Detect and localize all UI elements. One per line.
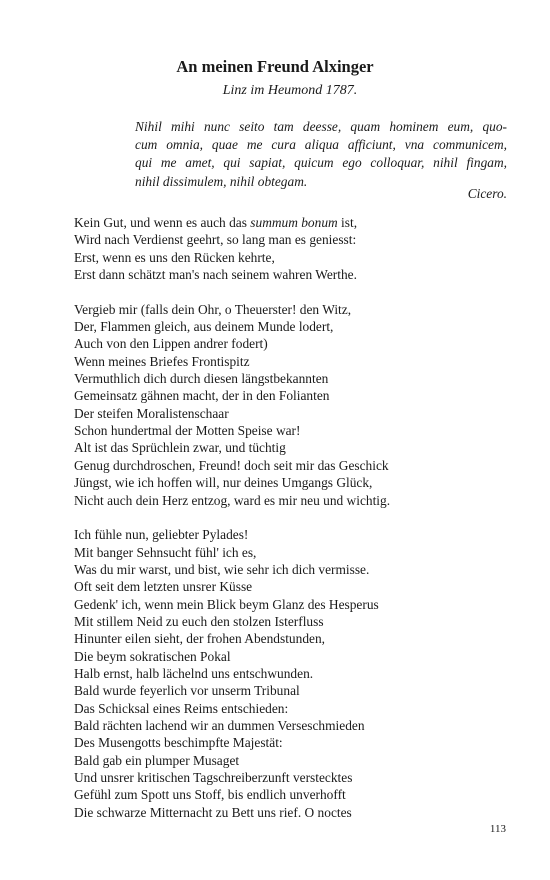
verse-line: Die schwarze Mitternacht zu Bett uns rief. O noctes: [74, 804, 352, 820]
verse-line: Schon hundertmal der Motten Speise war!: [74, 423, 301, 439]
verse-line: Nicht auch dein Herz entzog, ward es mir neu und wichtig.: [74, 492, 391, 508]
verse-line: Genug durchdroschen, Freund! doch seit mir das Geschick: [74, 457, 389, 473]
epigraph-line: qui me amet, qui sapiat, quicum ego colloquar, nihil fingam,: [135, 155, 507, 171]
latin-phrase: summum bonum: [250, 215, 338, 230]
verse-line: Alt ist das Sprüchlein zwar, und tüchtig: [74, 440, 286, 456]
verse-line: Oft seit dem letzten unsrer Küsse: [74, 579, 253, 595]
verse-line: Wird nach Verdienst geehrt, so lang man es geniesst:: [74, 232, 357, 248]
verse-line: Jüngst, wie ich hoffen will, nur deines Umgangs Glück,: [74, 475, 373, 491]
stanza-2: [74, 301, 514, 509]
verse-line: Vergieb mir (falls dein Ohr, o Theuerster! den Witz,: [74, 301, 352, 317]
poem-body: [74, 214, 514, 838]
verse-line: Bald wurde feyerlich vor unserm Tribunal: [74, 683, 300, 699]
epigraph-line: cum omnia, quae me cura aliqua afficiunt, vna communicem,: [135, 137, 507, 153]
verse-line: Kein Gut, und wenn es auch das summum bonum ist,: [74, 215, 358, 230]
stanza-3: [74, 526, 514, 821]
epigraph: [135, 118, 507, 191]
verse-line: Der steifen Moralistenschaar: [74, 405, 229, 421]
verse-line: Des Musengotts beschimpfte Majestät:: [74, 735, 283, 751]
verse-line: Mit stillem Neid zu euch den stolzen Isterfluss: [74, 613, 324, 629]
verse-line: Bald rächten lachend wir an dummen Verseschmieden: [74, 717, 365, 733]
verse-line: Hinunter eilen sieht, der frohen Abendstunden,: [74, 631, 326, 647]
verse-line: Die beym sokratischen Pokal: [74, 648, 231, 664]
verse-line: Der, Flammen gleich, aus deinem Munde lodert,: [74, 319, 334, 335]
verse-line: Halb ernst, halb lächelnd uns entschwunden.: [74, 665, 314, 681]
verse-line: Erst, wenn es uns den Rücken kehrte,: [74, 249, 275, 265]
stanza-1: [74, 214, 514, 283]
verse-line: Das Schicksal eines Reims entschieden:: [74, 700, 289, 716]
verse-line: Ich fühle nun, geliebter Pylades!: [74, 527, 249, 543]
verse-line: Erst dann schätzt man's nach seinem wahren Werthe.: [74, 267, 357, 283]
epigraph-line: nihil dissimulem, nihil obtegam.: [135, 173, 308, 189]
verse-line: Auch von den Lippen andrer fodert): [74, 336, 268, 352]
verse-line: Wenn meines Briefes Frontispitz: [74, 353, 250, 369]
verse-line: Gemeinsatz gähnen macht, der in den Folianten: [74, 388, 330, 404]
page-number: 113: [489, 823, 506, 835]
verse-line: Mit banger Sehnsucht fühl' ich es,: [74, 544, 257, 560]
verse-line: Bald gab ein plumper Musaget: [74, 752, 240, 768]
verse-line: Gefühl zum Spott uns Stoff, bis endlich unverhofft: [74, 787, 346, 803]
epigraph-attribution: Cicero.: [467, 186, 507, 201]
poem-title: An meinen Freund Alxinger: [176, 57, 374, 76]
epigraph-line: Nihil mihi nunc seito tam deesse, quam hominem eum, quo-: [135, 119, 507, 134]
verse-line: Vermuthlich dich durch diesen längstbekannten: [74, 371, 329, 387]
verse-line: Was du mir warst, und bist, wie sehr ich dich vermisse.: [74, 561, 370, 577]
verse-line: Und unsrer kritischen Tagschreiberzunft verstecktes: [74, 770, 353, 785]
verse-line: Gedenk' ich, wenn mein Blick beym Glanz des Hesperus: [74, 596, 379, 612]
poem-subtitle: Linz im Heumond 1787.: [222, 83, 358, 98]
